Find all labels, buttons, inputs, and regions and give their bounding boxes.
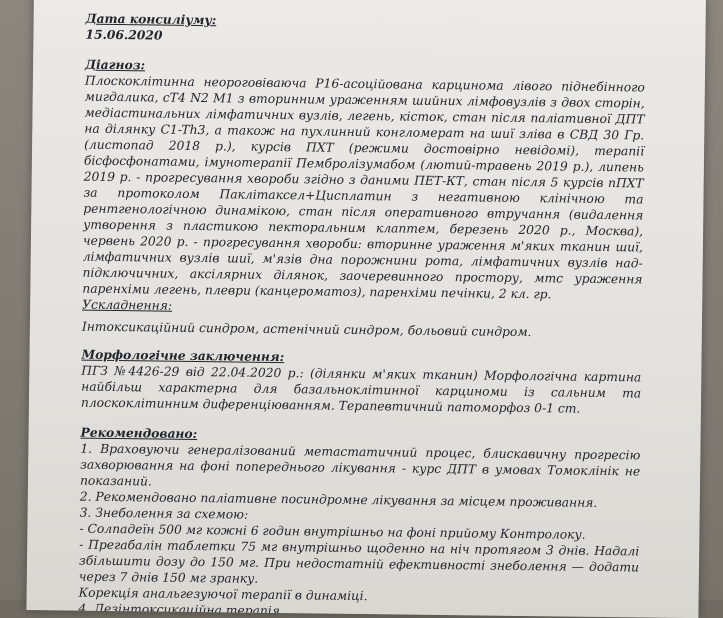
recommendation-item-1: 1. Враховуючи генералізований метастатичний процес, блискавичну прогресію захворювання на фоні попереднього лікування - курс ДПТ в умовах Томоклінік не показаний.: [79, 441, 641, 489]
recommendation-correction: Корекція анальгезуючої терапії в динаміці.: [78, 585, 368, 604]
recommendation-item-2: 2. Рекомендовано паліативне посиндромне лікування за місцем проживання.: [79, 489, 598, 510]
recommendation-item-3a: - Солпадеїн 500 мг кожні 6 годин внутрішньо на фоні прийому Контролоку.: [79, 521, 586, 542]
document-sheet: [26, 0, 706, 618]
diagnosis-heading: Діагноз:: [85, 56, 146, 73]
complications-heading: Ускладнення:: [82, 297, 173, 313]
recommendation-item-3b: - Прегабалін таблетки 75 мг внутрішньо щоденно на ніч протягом 3 днів. Надалі збільшити дозу до 150 мг. При недостатній ефективності знеболення — додати через 7 днів 150 мг зранку.: [78, 537, 640, 586]
complications-text: Інтоксикаційний синдром, астенічний синдром, больовий синдром.: [81, 319, 532, 340]
consilium-date-heading: Дата консиліуму:: [85, 10, 217, 28]
morphology-text: ПГЗ №4426-29 від 22.04.2020 р.: (ділянки м'яких тканин) Морфологічна картина найбільш характерна для базальноклітинної карциноми із сальним та плоскоклітинним диференціюванням. Терапевтичний патоморфоз 0-1 ст.: [80, 363, 642, 416]
diagnosis-text: Плоскоклітинна неороговіваюча P16-асоційована карцинома лівого піднебінного мигдалика, cT4 N2 M1 з вторинним ураженням шийних лімфовузлів з двох сторін, медіастинальних лімфатичних вузлів, легень, кісток, стан після паліативної ДПТ на ділянку C1-Th3, а також на пухлинний конгломерат на шиї зліва в СВД 30 Гр. (листопад 2018 р.), курсів ПХТ (режими достовірно невідомі), терапії бісфосфонатами, імунотерапії Пембролізумабом (лютий-травень 2019 р.), липень 2019 р. - прогресування хвороби згідно з даними ПЕТ-КТ, стан після 5 курсів пПХТ за протоколом Паклітаксел+Цисплатин з негативною клінічною та рентгенологічною динамікою, стан після оперативного втручання (видалення утворення з пластикою пекторальним клаптем, березень 2020 р., Москва), червень 2020 р. - прогресування хвороби: вторинне ураження м'яких тканин шиї, лімфатичних вузлів шиї, м'язів дна порожнини рота, лімфатичних вузлів над- підключичних, аксілярних ділянок, заочеревинного простору, мтс ураження паренхіми легень, плеври (канцероматоз), паренхіми печінки, 2 кл. гр.: [82, 73, 645, 302]
recommendation-item-3: 3. Знеболення за схемою:: [79, 505, 249, 522]
document-body: [78, 11, 645, 618]
consilium-date: 15.06.2020: [85, 26, 163, 43]
recommendations-heading: Рекомендовано:: [80, 424, 198, 442]
morphology-heading: Морфологічне заключення:: [81, 346, 285, 365]
recommendation-item-4: 4. Дезінтоксикаційна терапія.: [78, 601, 284, 618]
